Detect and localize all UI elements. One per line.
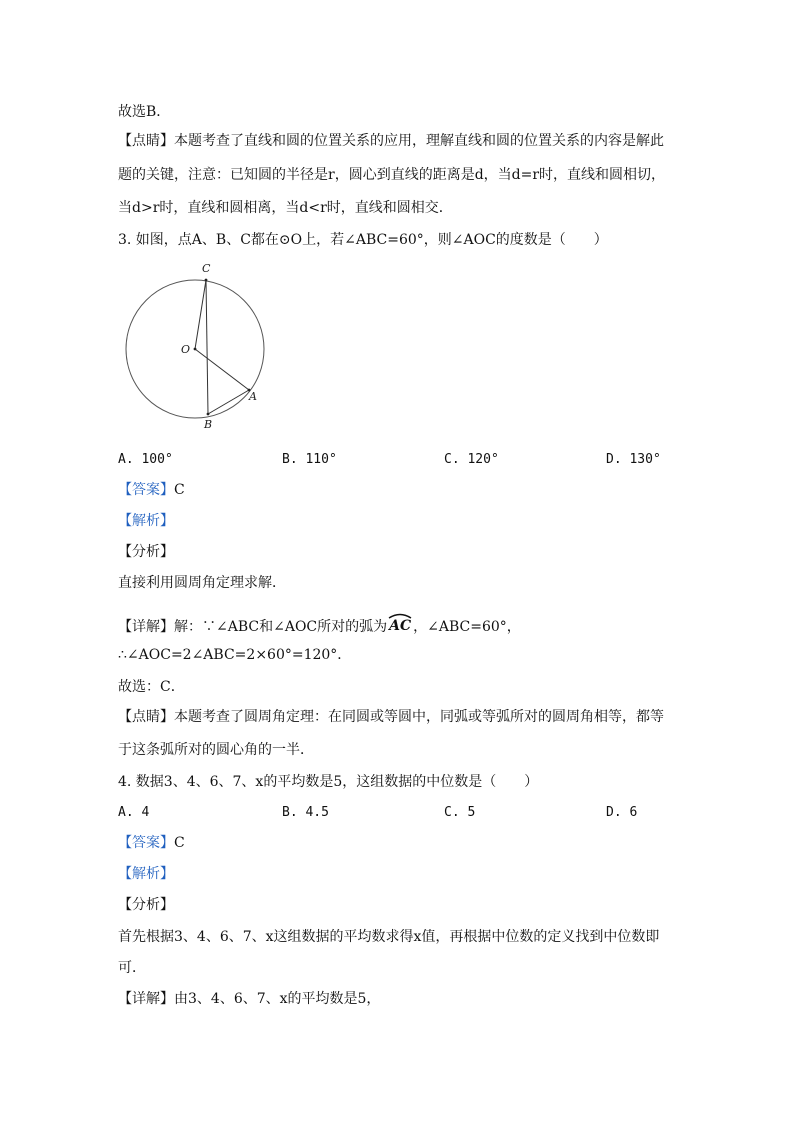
detail-tag: 【详解】 [118,619,174,635]
q4-answer-tag: 【答案】 [118,835,174,851]
fenxi-text: 直接利用圆周角定理求解． [118,575,286,591]
label-b: B [204,418,213,431]
q4-option-a: A. 4 [118,805,150,820]
detail-text-b: ，∠ABC=60°， [413,619,521,635]
q4-option-b: B. 4.5 [282,805,329,820]
dianjing-line [118,708,664,726]
arc-ac-label: AC [389,618,412,634]
option-a: A. 100° [118,452,173,467]
tip-text: 本题考查了直线和圆的位置关系的应用，理解直线和圆的位置关系的内容是解此 [174,133,664,149]
label-o: O [181,343,191,356]
tip-tag: 【点睛】 [118,133,174,149]
answer-value: C [174,482,185,498]
q4-answer-line [118,834,185,852]
question-3: 3. 如图，点A、B、C都在⊙O上，若∠ABC=60°，则∠AOC的度数是（ ） [118,232,608,248]
detail-text-a: 解：∵∠ABC和∠AOC所对的弧为 [174,619,388,635]
text-line: 故选B． [118,104,171,120]
q4-fenxi-tag: 【分析】 [118,897,174,913]
option-b: B. 110° [282,452,337,467]
circle-figure [118,258,278,433]
option-d: D. 130° [606,452,661,467]
detail-line [118,613,521,636]
q4-fenxi-text-2: 可． [118,960,146,976]
segment-oc [195,280,206,349]
q4-answer-value: C [174,835,185,851]
q4-detail-line [118,990,380,1008]
arc-ac-symbol [387,613,413,633]
text-line: 当d>r时，直线和圆相离，当d<r时，直线和圆相交． [118,200,453,216]
q4-jiexi-tag: 【解析】 [118,866,174,882]
segment-oa [195,349,249,390]
answer-line [118,481,185,499]
dianjing-line-2: 于这条弧所对的圆心角的一半． [118,742,314,758]
label-c: C [202,262,211,275]
dianjing-tag: 【点睛】 [118,709,174,725]
q4-detail-text: 由3、4、6、7、x的平均数是5， [174,991,381,1007]
answer-tag: 【答案】 [118,482,174,498]
q4-detail-tag: 【详解】 [118,991,174,1007]
point-b [207,413,210,416]
tip-paragraph [118,132,664,150]
fenxi-tag: 【分析】 [118,544,174,560]
question-4: 4. 数据3、4、6、7、x的平均数是5，这组数据的中位数是（ ） [118,774,539,790]
option-c: C. 120° [444,452,499,467]
segment-bc [206,280,208,414]
q4-option-c: C. 5 [444,805,476,820]
point-c [205,279,208,282]
detail-line-2: ∴∠AOC=2∠ABC=2×60°=120°． [118,647,352,663]
point-o [194,348,197,351]
jiexi-tag: 【解析】 [118,513,174,529]
guxuan-line: 故选：C． [118,679,185,695]
label-a: A [249,390,257,403]
text-line: 题的关键，注意：已知圆的半径是r，圆心到直线的距离是d，当d=r时，直线和圆相切， [118,167,666,183]
dianjing-text: 本题考查了圆周角定理：在同圆或等圆中，同弧或等弧所对的圆周角相等，都等 [174,709,664,725]
q4-fenxi-text-1: 首先根据3、4、6、7、x这组数据的平均数求得x值，再根据中位数的定义找到中位数即 [118,929,660,945]
q4-option-d: D. 6 [606,805,638,820]
segment-ba [208,390,249,414]
